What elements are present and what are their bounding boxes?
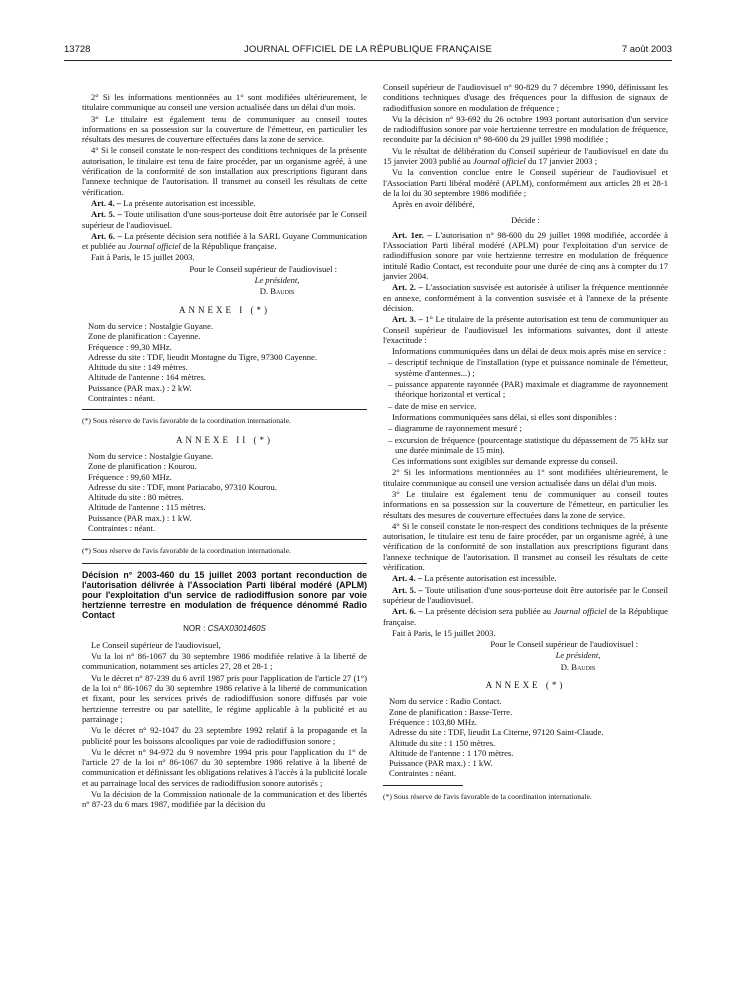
journal-reference: Journal officiel	[128, 241, 181, 252]
signature-name: D. Baudis	[560, 661, 596, 672]
paragraph-text: Vu le résultat de délibération du Conseil supérieur de l'audiovisuel en date du 15 janvier 2003 publié au	[383, 145, 668, 167]
list-item: Nom du service : Radio Contact.	[389, 696, 502, 707]
article-label: Art. 4. –	[392, 573, 423, 584]
article-text: La présente décision sera publiée au	[422, 606, 554, 617]
list-item: Puissance (PAR max.) : 1 kW.	[389, 758, 493, 769]
list-item: Altitude de l'antenne : 1 170 mètres.	[389, 747, 514, 758]
article-label: Art. 3. –	[392, 314, 423, 325]
list-item: – descriptif technique de l'installation (type et puissance nominale de l'émetteur, système d'antennes...) ;	[388, 357, 668, 378]
list-item: Fréquence : 99,60 MHz.	[88, 471, 172, 482]
article-label: Art. 6. –	[91, 230, 122, 241]
article-5	[383, 585, 668, 606]
footnote: (*) Sous réserve de l'avis favorable de la coordination internationale.	[82, 416, 291, 426]
signature-title: Le président,	[555, 650, 601, 661]
paragraph: Vu le décret n° 92-1047 du 23 septembre 1992 relatif à la propagande et la publicité pour les boissons alcooliques par voie de radiodiffusion sonore ;	[82, 725, 367, 746]
nor-label: NOR :	[183, 623, 208, 633]
paragraph: Vu la décision n° 93-692 du 26 octobre 1993 portant autorisation d'un service de radiodiffusion sonore par voie hertzienne terrestre en modulation de fréquence, reconduite par la décision n° 98-600 du 29 juillet 1998 modifiée ;	[383, 113, 668, 145]
annexe-title: ANNEXE (*)	[485, 680, 566, 691]
decision-title: Décision n° 2003-460 du 15 juillet 2003 portant reconduction de l'autorisation délivrée à l'Association Parti libéral modéré (APLM) pour l'exploitation d'un service de radiodiffusion sonore par voie hertzienne terrestre en modulation de fréquence dénommé Radio Contact	[82, 569, 367, 621]
list-item: – puissance apparente rayonnée (PAR) maximale et diagramme de rayonnement théorique horizontal et vertical ;	[388, 379, 668, 400]
list-item: Altitude de l'antenne : 164 mètres.	[88, 372, 207, 383]
article-label: Art. 2. –	[392, 282, 423, 293]
paragraph: 4° Si le conseil constate le non-respect des conditions techniques de la présente autorisation, le titulaire est tenu de faire procéder, par un organisme agréé, à une vérification de la conformité de son installation aux prescriptions figurant dans l'annexe technique de l'autorisation. Il transmet au conseil les résultats de cette vérification.	[82, 145, 367, 197]
article-text: L'association susvisée est autorisée à utiliser la fréquence mentionnée en annexe, conformément à la convention susvisée et à l'annexe de la présente décision.	[383, 282, 668, 313]
article-label: Art. 5. –	[392, 584, 423, 595]
paragraph-text: du 17 janvier 2003 ;	[525, 156, 598, 167]
paragraph: 2° Si les informations mentionnées au 1° sont modifiées ultérieurement, le titulaire communique au conseil une version actualisée dans un délai d'un mois.	[82, 92, 367, 113]
list-item: – excursion de fréquence (pourcentage statistique du dépassement de 75 kHz sur une durée minimale de 15 min).	[388, 434, 668, 455]
list-item: Adresse du site : TDF, lieudit Montagne du Tigre, 97300 Cayenne.	[88, 351, 318, 362]
article-text: La présente décision sera notifiée à la SARL Guyane Communication et publiée au	[82, 230, 367, 252]
article-5	[82, 209, 367, 230]
nor-code: CSAX0301460S	[207, 623, 266, 633]
decide-heading: Décide :	[511, 214, 540, 225]
paragraph: Vu la décision de la Commission nationale de la communication et des libertés n° 87-23 du 6 mars 1987, modifiée par la décision du	[82, 789, 367, 810]
list-item: Adresse du site : TDF, lieudit La Citerne, 97120 Saint-Claude.	[389, 727, 604, 738]
list-item: Altitude du site : 80 mètres.	[88, 492, 184, 503]
paragraph: 4° Si le conseil constate le non-respect des conditions techniques de la présente autorisation, le titulaire est tenu de faire procéder, par un organisme agréé, à une vérification de la conformité de son installation aux prescriptions figurant dans l'annexe technique de l'autorisation. Il transmet au conseil les résultats de cette vérification.	[383, 520, 668, 573]
paragraph: Après en avoir délibéré,	[392, 199, 475, 210]
list-item: Altitude de l'antenne : 115 mètres.	[88, 502, 206, 513]
annexe-1-list	[82, 321, 367, 403]
list-item: Contraintes : néant.	[389, 768, 457, 779]
journal-reference: Journal officiel	[472, 156, 526, 167]
list-item: – diagramme de rayonnement mesuré ;	[388, 423, 522, 434]
article-text: La présente autorisation est incessible.	[422, 573, 557, 584]
article-label: Art. 1er. –	[392, 229, 432, 240]
divider	[383, 785, 463, 786]
signature-line: Pour le Conseil supérieur de l'audiovisuel :	[189, 263, 337, 274]
list-item: Fréquence : 103,80 MHz.	[389, 716, 478, 727]
article-text: de la République française.	[383, 606, 668, 627]
footnote: (*) Sous réserve de l'avis favorable de la coordination internationale.	[383, 791, 592, 801]
nor-reference	[82, 624, 367, 634]
list-item: Puissance (PAR max.) : 2 kW.	[88, 382, 192, 393]
list-item: Altitude du site : 149 mètres.	[88, 362, 188, 373]
annexe-2-list	[82, 451, 367, 533]
left-column	[82, 92, 367, 811]
list-item: Contraintes : néant.	[88, 393, 156, 404]
article-label: Art. 6. –	[392, 606, 423, 617]
paragraph: Vu la loi n° 86-1067 du 30 septembre 1986 modifiée relative à la liberté de communication, notamment ses articles 27, 28 et 28-1 ;	[82, 651, 367, 672]
paragraph: 3° Le titulaire est également tenu de communiquer au conseil toutes informations en sa possession sur la couverture de l'émetteur, en particulier les résultats des mesures de couverture effectuées dans la zone de service.	[82, 113, 367, 145]
article-text: de la République française.	[180, 241, 277, 252]
paragraph: Vu le décret n° 94-972 du 9 novembre 1994 pris pour l'application du 1° de l'article 27 de la loi n° 86-1067 du 30 septembre 1986 relative à la liberté de communication et définissant les obligations relatives à l'accès à la publicité locale et au parrainage local des services de radiodiffusion sonore autorisés ;	[82, 746, 367, 788]
paragraph: Le Conseil supérieur de l'audiovisuel,	[91, 639, 221, 650]
list-item: Fréquence : 99,30 MHz.	[88, 341, 172, 352]
annexe-2-title: ANNEXE II (*)	[176, 434, 273, 445]
annexe-1-title: ANNEXE I (*)	[179, 304, 270, 315]
journal-reference: Journal officiel	[553, 606, 607, 617]
paragraph: Conseil supérieur de l'audiovisuel n° 90-829 du 7 décembre 1990, définissant les conditions techniques d'usage des fréquences pour la diffusion de signaux de radiodiffusion sonore en modulation de fréquence ;	[383, 82, 668, 113]
paragraph: Vu la convention conclue entre le Conseil supérieur de l'audiovisuel et l'Association Parti libéral modéré (APLM), conformément aux articles 28 et 28-1 de la loi du 30 septembre 1986 modifiée ;	[383, 167, 668, 198]
article-6	[82, 231, 367, 252]
article-label: Art. 4. –	[91, 197, 122, 208]
article-4	[383, 573, 668, 583]
article-4	[82, 198, 367, 208]
article-1	[383, 230, 668, 281]
divider	[82, 563, 367, 564]
right-column	[383, 82, 668, 803]
fait-line: Fait à Paris, le 15 juillet 2003.	[91, 252, 195, 263]
list-item: Puissance (PAR max.) : 1 kW.	[88, 512, 192, 523]
list-item: – date de mise en service.	[388, 400, 477, 411]
list-item: Adresse du site : TDF, mont Pariacabo, 97310 Kourou.	[88, 481, 277, 492]
article-text: L'autorisation n° 98-600 du 29 juillet 1998 modifiée, accordée à l'Association Parti libéral modéré (APLM) pour l'exploitation d'un service de radiodiffusion sonore par voie hertzienne terrestre en modulation de fréquence intitulé Radio Contact, est reconduite pour une durée de cinq ans à compter du 17 janvier 2004.	[383, 229, 668, 282]
paragraph: Ces informations sont exigibles sur demande expresse du conseil.	[392, 456, 618, 467]
article-text: 1° Le titulaire de la présente autorisation est tenu de communiquer au Conseil supérieur de l'audiovisuel les informations suivantes, dont il atteste l'exactitude :	[383, 314, 668, 345]
list-item: Altitude du site : 1 150 mètres.	[389, 737, 496, 748]
article-3	[383, 314, 668, 345]
article-text: Toute utilisation d'une sous-porteuse doit être autorisée par le Conseil supérieur de l'audiovisuel.	[82, 209, 368, 230]
divider	[82, 539, 367, 540]
paragraph: 2° Si les informations mentionnées au 1° sont modifiées ultérieurement, le titulaire communique au conseil une version actualisée dans un délai d'un mois.	[383, 467, 668, 488]
article-2	[383, 282, 668, 313]
list-item: Zone de planification : Basse-Terre.	[389, 706, 513, 717]
journal-title: JOURNAL OFFICIEL DE LA RÉPUBLIQUE FRANÇAISE	[243, 44, 493, 55]
issue-date: 7 août 2003	[621, 44, 672, 55]
paragraph: Informations communiquées dans un délai de deux mois après mise en service :	[392, 346, 666, 357]
list-item: Zone de planification : Cayenne.	[88, 331, 201, 342]
list-item: Nom du service : Nostalgie Guyane.	[88, 320, 214, 331]
signature-title: Le président,	[254, 275, 300, 286]
paragraph: Informations communiquées sans délai, si elles sont disponibles :	[392, 411, 617, 422]
article-label: Art. 5. –	[91, 209, 122, 220]
paragraph	[383, 146, 668, 167]
article-text: Toute utilisation d'une sous-porteuse doit être autorisée par le Conseil supérieur de l'audiovisuel.	[383, 584, 669, 605]
paragraph: Vu le décret n° 87-239 du 6 avril 1987 pris pour l'application de l'article 27 (1°) de la loi n° 86-1067 du 30 septembre 1986 relative à la liberté de communication et fixant, pour les services privés de radiodiffusion sonore diffusés par voie hertzienne terrestre ou par satellite, le régime applicable à la publicité et au parrainage ;	[82, 672, 367, 724]
signature-name: D. Baudis	[259, 286, 295, 297]
divider	[82, 409, 367, 410]
paragraph: 3° Le titulaire est également tenu de communiquer au conseil toutes informations en sa possession sur la couverture de l'émetteur, en particulier les résultats des mesures de couverture effectuées dans la zone de service.	[383, 488, 668, 520]
article-text: La présente autorisation est incessible.	[121, 197, 256, 208]
list-item: Nom du service : Nostalgie Guyane.	[88, 450, 214, 461]
page-header	[64, 44, 672, 61]
article-6	[383, 606, 668, 627]
list-item: Zone de planification : Kourou.	[88, 461, 197, 472]
page-number: 13728	[64, 44, 91, 55]
fait-line: Fait à Paris, le 15 juillet 2003.	[392, 627, 496, 638]
list-item: Contraintes : néant.	[88, 522, 156, 533]
signature-line: Pour le Conseil supérieur de l'audiovisuel :	[490, 639, 638, 650]
annexe-list	[383, 696, 668, 778]
footnote: (*) Sous réserve de l'avis favorable de la coordination internationale.	[82, 546, 291, 556]
